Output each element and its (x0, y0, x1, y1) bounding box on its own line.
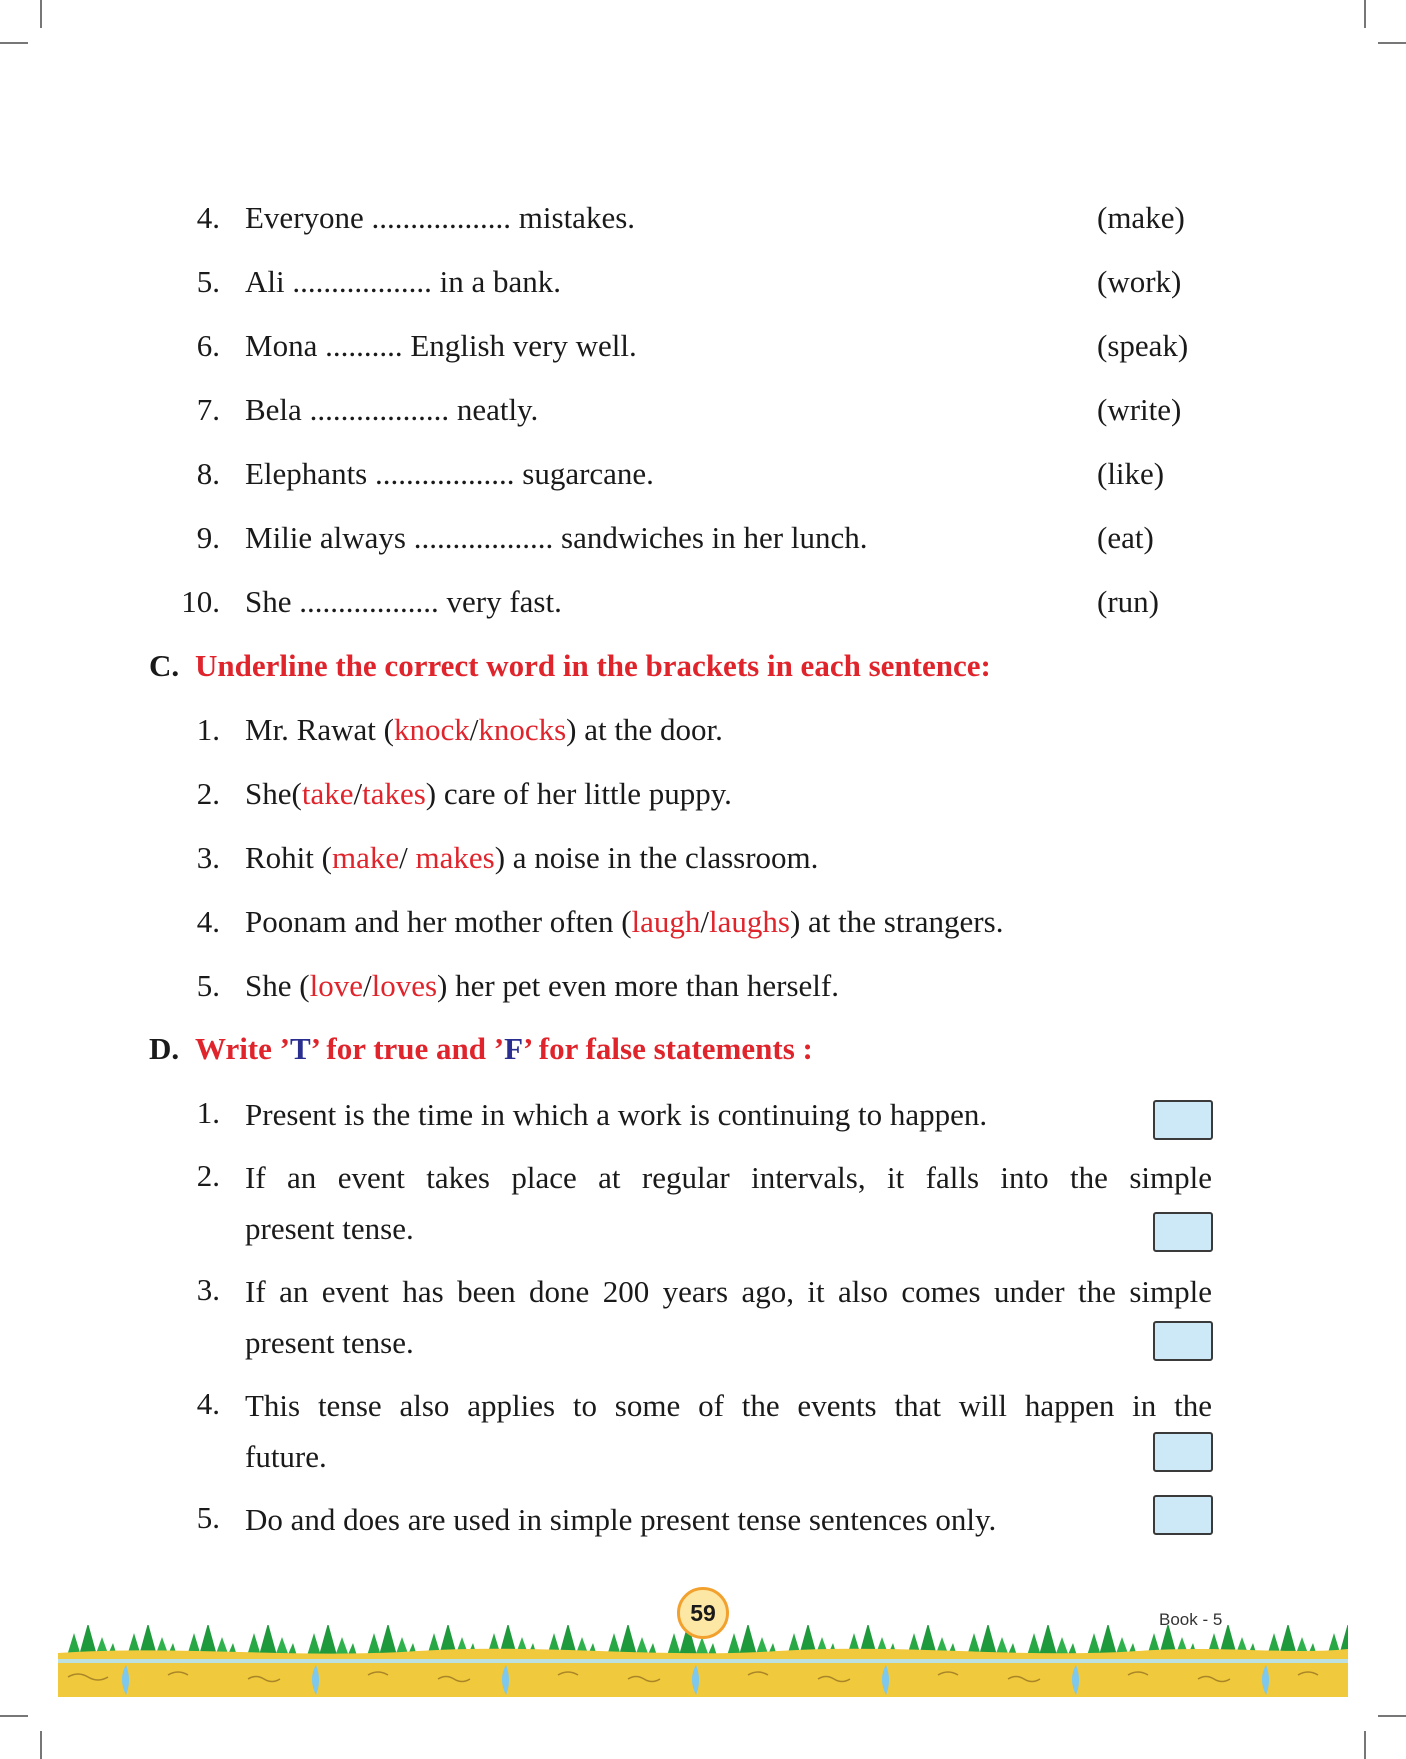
statement-text: If an event has been done 200 years ago, it also comes under the simple present tense. (245, 1274, 1212, 1360)
word-option[interactable]: loves (371, 968, 438, 1003)
crop-mark (40, 0, 42, 28)
item-sentence: Rohit (make/ makes) a noise in the classroom. (245, 840, 819, 875)
answer-blank[interactable]: .................. (375, 456, 515, 491)
book-label: Book - 5 (1159, 1610, 1223, 1629)
section-letter: D. (149, 1031, 180, 1066)
item-number: 5. (196, 1500, 220, 1535)
crop-mark (0, 1715, 28, 1717)
answer-blank[interactable]: .................. (292, 264, 432, 299)
statement-text: If an event takes place at regular intervals, it falls into the simple present tense. (245, 1160, 1212, 1246)
answer-box[interactable] (1153, 1100, 1213, 1140)
verb-hint: (speak) (1097, 328, 1189, 363)
item-number: 3. (196, 840, 220, 875)
answer-blank[interactable]: .................. (309, 392, 450, 427)
true-letter: T (289, 1031, 311, 1066)
verb-hint: (write) (1097, 392, 1182, 427)
item-number: 2. (196, 1158, 220, 1193)
item-number: 4. (196, 200, 220, 235)
item-sentence: Milie always .................. sandwiches in her lunch. (245, 520, 868, 555)
crop-mark (40, 1731, 42, 1759)
item-number: 4. (196, 904, 220, 939)
underline-item (0, 834, 1406, 882)
answer-blank[interactable]: .................. (299, 584, 439, 619)
item-number: 7. (196, 392, 220, 427)
word-option[interactable]: laughs (709, 904, 790, 939)
item-sentence: She(take/takes) care of her little puppy. (245, 776, 732, 811)
item-number: 9. (196, 520, 220, 555)
item-number: 5. (196, 264, 220, 299)
verb-hint: (eat) (1097, 520, 1154, 555)
word-option[interactable]: knock (393, 712, 470, 747)
item-sentence: Mr. Rawat (knock/knocks) at the door. (245, 712, 723, 747)
word-option[interactable]: knocks (478, 712, 567, 747)
item-number: 5. (196, 968, 220, 1003)
crop-mark (0, 42, 28, 44)
verb-hint: (run) (1097, 584, 1159, 619)
exercise-b-item (0, 194, 1406, 242)
item-sentence: Bela .................. neatly. (245, 392, 539, 427)
exercise-b-item (0, 258, 1406, 306)
word-option[interactable]: take (301, 776, 354, 811)
item-number: 4. (196, 1386, 220, 1421)
underline-item (0, 898, 1406, 946)
item-sentence: Mona .......... English very well. (245, 328, 637, 363)
answer-box[interactable] (1153, 1432, 1213, 1472)
item-number: 10. (181, 584, 220, 619)
word-option[interactable]: love (309, 968, 363, 1003)
answer-blank[interactable]: .................. (413, 520, 554, 555)
false-letter: F (504, 1031, 524, 1066)
verb-hint: (make) (1097, 200, 1185, 235)
answer-blank[interactable]: .......... (325, 328, 403, 363)
item-sentence: Poonam and her mother often (laugh/laughs) at the strangers. (245, 904, 1004, 939)
underline-item (0, 962, 1406, 1010)
answer-box[interactable] (1153, 1321, 1213, 1361)
answer-box[interactable] (1153, 1495, 1213, 1535)
item-number: 8. (196, 456, 220, 491)
crop-mark (1364, 1731, 1366, 1759)
statement-text: Present is the time in which a work is continuing to happen. (245, 1097, 988, 1132)
verb-hint: (like) (1097, 456, 1165, 491)
crop-mark (1378, 42, 1406, 44)
crop-mark (1364, 0, 1366, 28)
item-sentence: Elephants .................. sugarcane. (245, 456, 654, 491)
crop-mark (1378, 1715, 1406, 1717)
exercise-b-item (0, 386, 1406, 434)
section-letter: C. (149, 648, 180, 683)
item-number: 2. (196, 776, 220, 811)
word-option[interactable]: takes (362, 776, 426, 811)
word-option[interactable]: makes (415, 840, 495, 875)
answer-box[interactable] (1153, 1212, 1213, 1252)
underline-item (0, 706, 1406, 754)
page-number-badge: 59 (677, 1587, 729, 1639)
word-option[interactable]: laugh (631, 904, 701, 939)
item-number: 1. (196, 712, 220, 747)
exercise-b-item (0, 578, 1406, 626)
word-option[interactable]: make (331, 840, 400, 875)
item-number: 6. (196, 328, 220, 363)
section-title: Write ’T’ for true and ’F’ for false statements : (195, 1031, 813, 1066)
item-sentence: She (love/loves) her pet even more than herself. (245, 968, 839, 1003)
answer-blank[interactable]: .................. (371, 200, 512, 235)
verb-hint: (work) (1097, 264, 1182, 299)
statement-text: Do and does are used in simple present tense sentences only. (245, 1502, 997, 1537)
item-number: 3. (196, 1272, 220, 1307)
section-d-heading (0, 1025, 1406, 1073)
exercise-b-item (0, 514, 1406, 562)
item-sentence: Everyone .................. mistakes. (245, 200, 636, 235)
section-title: Underline the correct word in the brackets in each sentence: (195, 648, 991, 683)
exercise-b-item (0, 450, 1406, 498)
item-number: 1. (196, 1095, 220, 1130)
statement-text: This tense also applies to some of the events that will happen in the future. (245, 1388, 1212, 1474)
underline-item (0, 770, 1406, 818)
item-sentence: She .................. very fast. (245, 584, 562, 619)
section-c-heading (0, 642, 1406, 690)
item-sentence: Ali .................. in a bank. (245, 264, 562, 299)
exercise-b-item (0, 322, 1406, 370)
